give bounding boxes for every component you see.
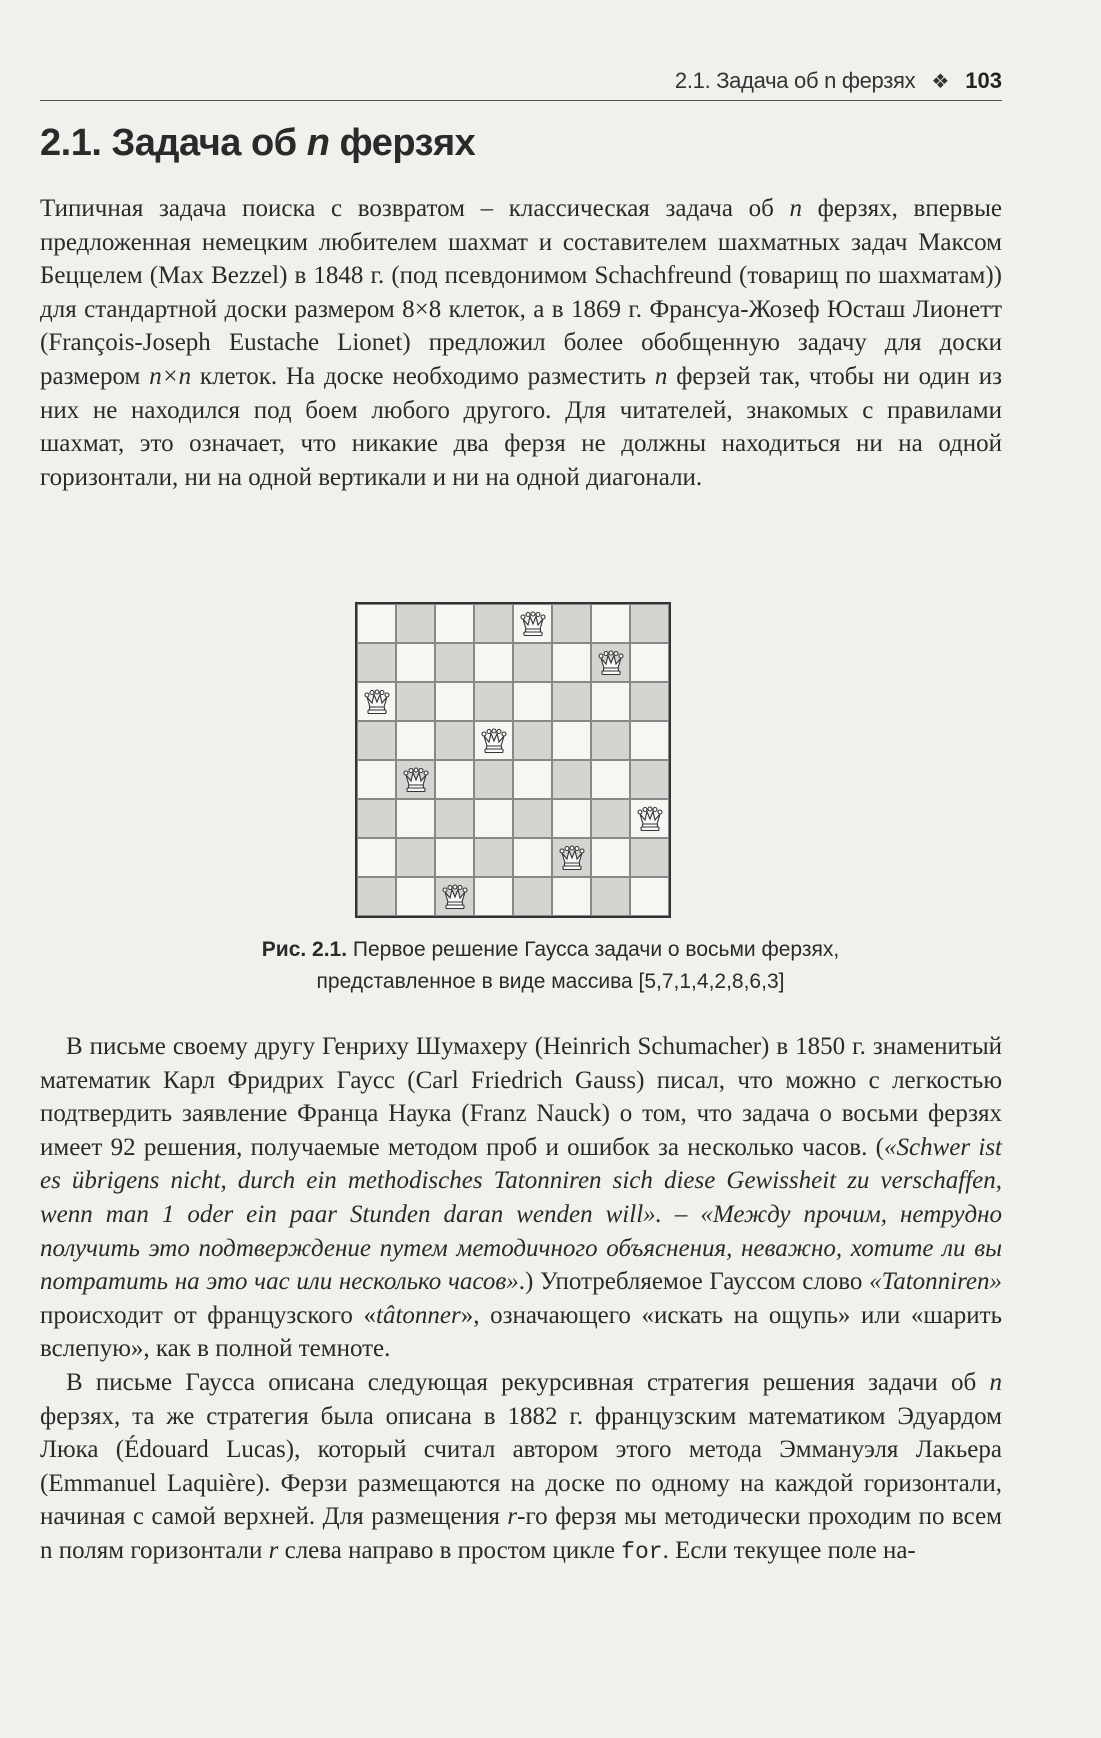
board-square (591, 721, 630, 760)
board-square (474, 799, 513, 838)
board-square (474, 838, 513, 877)
section-title: 2.1. Задача об n ферзях (40, 122, 476, 164)
intro-paragraph: Типичная задача поиска с возвратом – классическая задача об n ферзях, впервые предложенная немецким любителем шахмат и составителем шахматных задач Максом Беццелем (Max Bezzel) в 1848 г. (под псевдонимом Schachfreund (товарищ по шахматам)) для стандартной доски размером 8×8 клеток, а в 1869 г. Франсуа-Жозеф Юсташ Лионетт (François-Joseph Eustache Lionet) предложил более обобщенную задачу для доски размером n×n клеток. На доске необходимо разместить n ферзей так, чтобы ни один из них не находился под боем любого другого. Для читателей, знакомых с правилами шахмат, это означает, что никакие два ферзя не должны находиться ни на одной горизонтали, ни на одной вертикали и ни на одной диагонали. (40, 195, 1002, 491)
board-square (591, 799, 630, 838)
board-square (474, 760, 513, 799)
caption-label: Рис. 2.1. (261, 938, 348, 961)
board-square (630, 682, 669, 721)
board-square (552, 682, 591, 721)
queen-icon (402, 766, 430, 794)
board-square (630, 838, 669, 877)
queen-icon (363, 688, 391, 716)
board-square (396, 604, 435, 643)
board-square (630, 799, 669, 838)
board-square (396, 721, 435, 760)
board-square (435, 721, 474, 760)
board-square (357, 760, 396, 799)
board-square (474, 643, 513, 682)
board-square (552, 838, 591, 877)
board-square (474, 721, 513, 760)
board-square (513, 760, 552, 799)
code-for: for (621, 1538, 663, 1565)
board-square (630, 721, 669, 760)
board-square (552, 721, 591, 760)
board-square (435, 877, 474, 916)
board-square (396, 643, 435, 682)
german-quote: «Schwer ist es übrigens nicht, durch ein methodisches Tatonniren sich diese Gewissheit zu verschaffen, wenn man 1 oder ein paar Stunden daran wenden will». – «Между прочим, нетрудно получить это подтверждение путем методичного объяснения, неважно, хотите ли вы потратить на это час или несколько часов» (40, 1133, 1002, 1296)
board-square (591, 682, 630, 721)
figure-caption: Рис. 2.1. Первое решение Гаусса задачи о восьми ферзях, представленное в виде массива [5,7,1,4,2,8,6,3] (261, 938, 840, 993)
strategy-paragraph: В письме Гаусса описана следующая рекурсивная стратегия решения задачи об n ферзях, та же стратегия была описана в 1882 г. французским математиком Эдуардом Люка (Édouard Lucas), который считал автором этого метода Эммануэля Лакьера (Emmanuel Laquière). Ферзи размещаются на доске по одному на каждой горизонтали, начиная с самой верхней. Для размещения r-го ферзя мы методически проходим по всем n полям горизонтали r слева направо в простом цикле for. Если текущее поле на- (40, 1368, 1002, 1565)
board-square (591, 643, 630, 682)
board-square (474, 877, 513, 916)
board-square (357, 604, 396, 643)
running-header (40, 62, 1002, 101)
board-square (513, 877, 552, 916)
board-square (357, 721, 396, 760)
queen-icon (636, 805, 664, 833)
board-square (435, 682, 474, 721)
board-square (513, 838, 552, 877)
board-square (552, 643, 591, 682)
board-square (435, 838, 474, 877)
board-square (396, 682, 435, 721)
board-square (552, 877, 591, 916)
queen-icon (597, 649, 625, 677)
board-square (591, 760, 630, 799)
board-square (513, 799, 552, 838)
board-square (474, 604, 513, 643)
header-section-title: 2.1. Задача об n ферзях (674, 68, 916, 93)
board-square (513, 721, 552, 760)
body-text (40, 1030, 1002, 1570)
board-square (552, 604, 591, 643)
queen-icon (441, 883, 469, 911)
board-square (513, 682, 552, 721)
board-square (513, 643, 552, 682)
board-square (435, 643, 474, 682)
page-number: 103 (965, 68, 1002, 93)
board-square (630, 760, 669, 799)
board-square (396, 799, 435, 838)
board-square (474, 682, 513, 721)
board-square (513, 604, 552, 643)
board-square (630, 604, 669, 643)
board-square (435, 604, 474, 643)
gauss-letter-paragraph: В письме своему другу Генриху Шумахеру (Heinrich Schumacher) в 1850 г. знаменитый математик Карл Фридрих Гаусс (Carl Friedrich Gauss) писал, что можно с легкостью подтвердить заявление Франца Наука (Franz Nauck) о том, что задача о восьми ферзях имеет 92 решения, получаемые методом проб и ошибок за несколько часов. («Schwer ist es übrigens nicht, durch ein methodisches Tatonniren sich diese Gewissheit zu verschaffen, wenn man 1 oder ein paar Stunden daran wenden will». – «Между прочим, нетрудно получить это подтверждение путем методичного объяснения, неважно, хотите ли вы потратить на это час или несколько часов».) Употребляемое Гауссом слово «Tatonniren» происходит от французского «tâtonner», означающего «искать на ощупь» или «шарить вслепую», как в полной темноте. (40, 1033, 1002, 1363)
board-square (357, 682, 396, 721)
queen-icon (558, 844, 586, 872)
header-ornament: ❖ (931, 70, 950, 93)
board-square (591, 877, 630, 916)
board-square (552, 760, 591, 799)
board-square (357, 799, 396, 838)
board-square (357, 643, 396, 682)
board-square (396, 760, 435, 799)
board-square (630, 643, 669, 682)
board-square (591, 838, 630, 877)
board-square (357, 877, 396, 916)
board-square (435, 760, 474, 799)
queen-icon (480, 727, 508, 755)
board-square (396, 838, 435, 877)
board-square (552, 799, 591, 838)
queen-icon (519, 610, 547, 638)
board-square (630, 877, 669, 916)
board-square (357, 838, 396, 877)
board-square (396, 877, 435, 916)
board-square (591, 604, 630, 643)
board-square (435, 799, 474, 838)
chessboard-figure (355, 602, 671, 918)
